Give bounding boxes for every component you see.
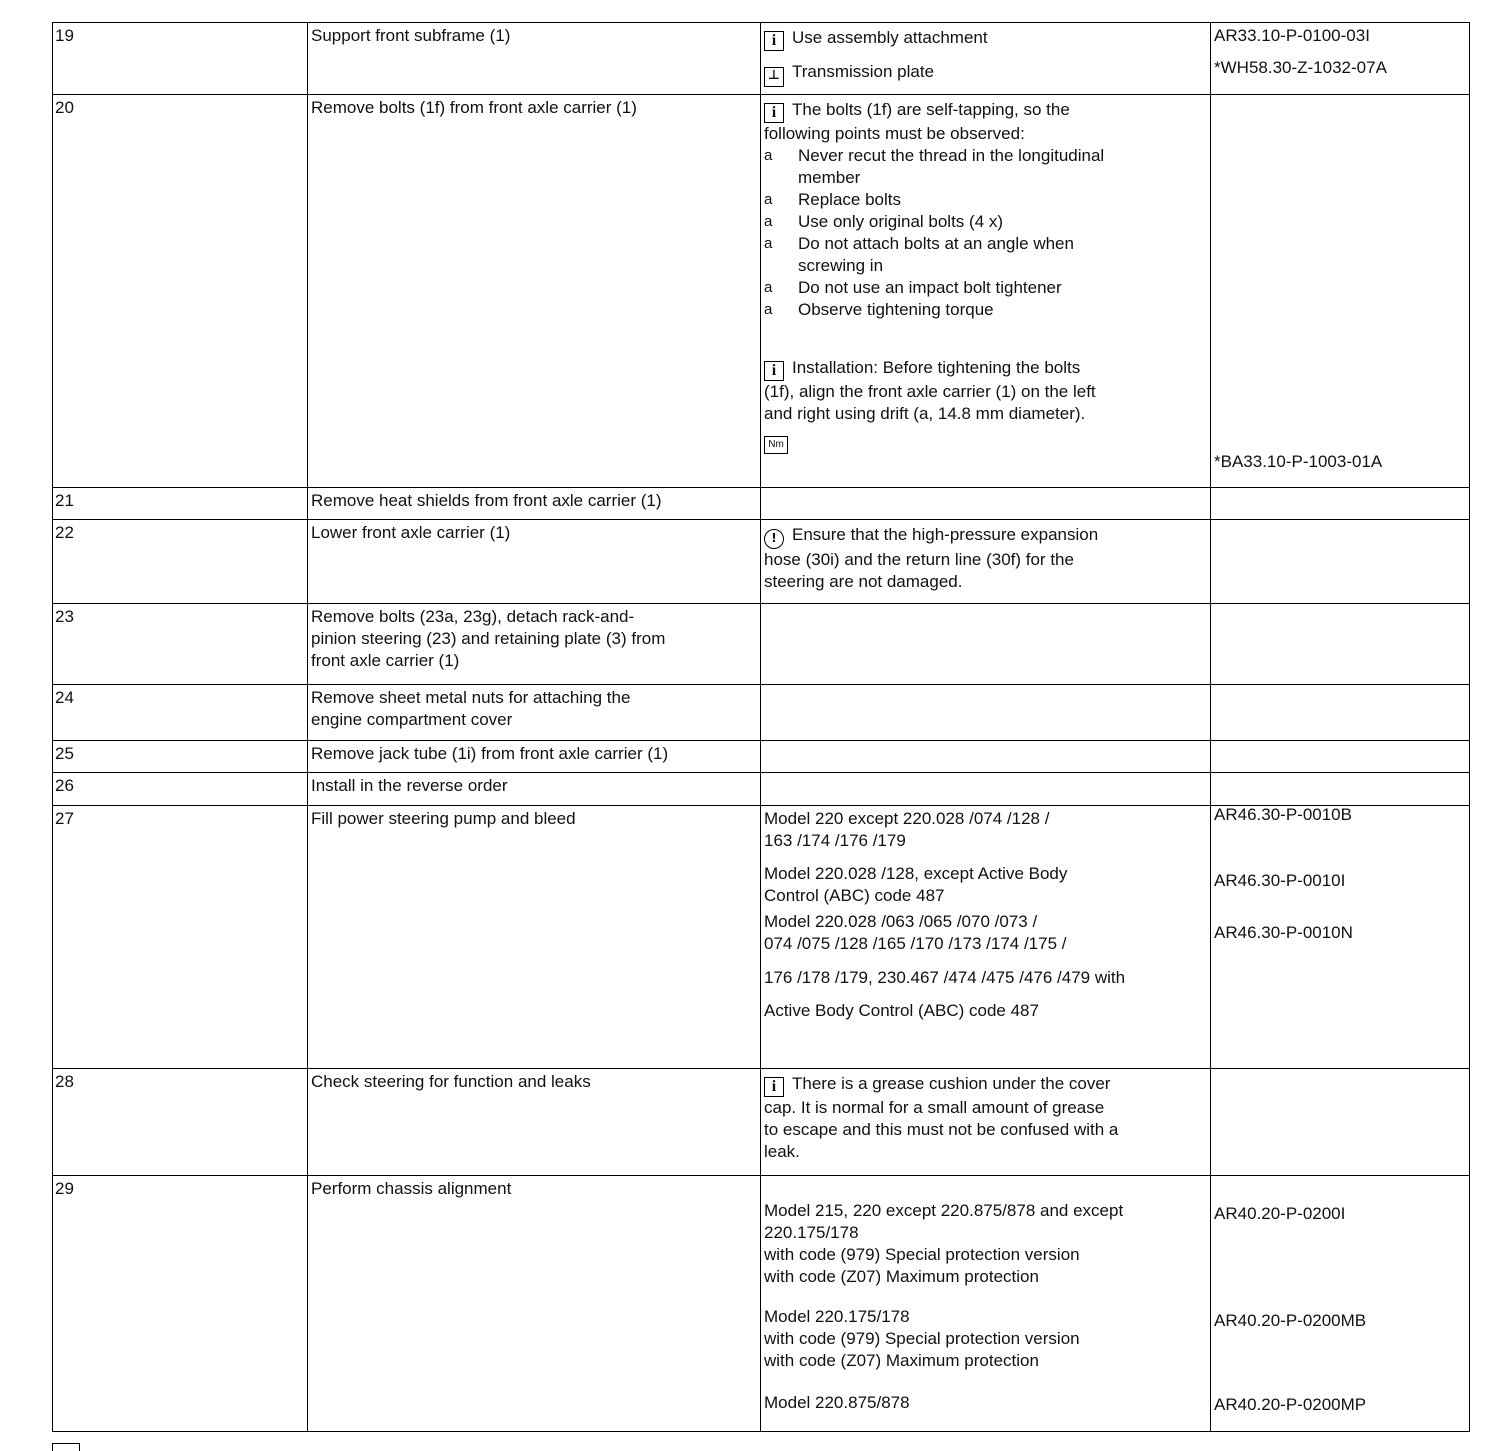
table-row [53,1176,1470,1432]
note-text: Ensure that the high-pressure expansion [792,525,1099,544]
bullet-text: Use only original bolts (4 x) [798,212,1004,231]
step-notes [761,1176,1211,1432]
step-notes [761,773,1211,806]
model-text: Control (ABC) code 487 [764,886,945,905]
table-row [53,1069,1470,1176]
doc-reference[interactable]: *WH58.30-Z-1032-07A [1214,58,1387,77]
model-text: Model 220.175/178 [764,1307,910,1326]
action-text: pinion steering (23) and retaining plate (3) from [311,629,666,648]
info-icon: i [764,1077,784,1097]
step-refs [1211,741,1470,773]
step-notes [761,23,1211,95]
step-notes [761,95,1211,488]
note-text: following points must be observed: [764,124,1025,143]
action-text: engine compartment cover [311,710,513,729]
step-refs [1211,806,1470,1069]
table-row [53,488,1470,520]
doc-reference[interactable]: *BA33.10-P-1003-01A [1214,452,1383,471]
step-action [308,604,761,685]
note-text: leak. [764,1142,800,1161]
table-row [53,685,1470,741]
step-action [308,685,761,741]
table-row [53,773,1470,806]
bullet-marker: a [764,235,773,252]
step-action: Remove jack tube (1i) from front axle carrier (1) [308,741,761,773]
step-notes [761,685,1211,741]
model-text: 176 /178 /179, 230.467 /474 /475 /476 /479 with [764,968,1126,987]
step-notes [761,520,1211,604]
procedure-table [52,22,1470,1432]
note-text: Use assembly attachment [792,28,988,47]
step-notes [761,604,1211,685]
step-refs [1211,773,1470,806]
step-number: 29 [53,1176,308,1432]
model-text: 163 /174 /176 /179 [764,831,906,850]
table-row [53,741,1470,773]
model-text: Active Body Control (ABC) code 487 [764,1001,1039,1020]
step-refs [1211,520,1470,604]
note-text: Installation: Before tightening the bolts [792,358,1081,377]
step-action: Remove heat shields from front axle carrier (1) [308,488,761,520]
step-number: 26 [53,773,308,806]
info-icon: i [764,361,784,381]
step-refs [1211,488,1470,520]
bullet-text: Observe tightening torque [798,300,994,319]
bullet-text: Never recut the thread in the longitudinal [798,146,1105,165]
table-row [53,95,1470,488]
note-text: and right using drift (a, 14.8 mm diameter). [764,404,1086,423]
note-text: to escape and this must not be confused with a [764,1120,1119,1139]
table-row [53,806,1470,1069]
step-refs [1211,604,1470,685]
bullet-marker: a [764,147,773,164]
torque-icon: Nm [764,436,788,454]
step-action: Check steering for function and leaks [308,1069,761,1176]
doc-reference[interactable]: AR33.10-P-0100-03I [1214,26,1370,45]
step-action: Install in the reverse order [308,773,761,806]
step-number: 19 [53,23,308,95]
model-text: Model 220 except 220.028 /074 /128 / [764,809,1050,828]
list-item [764,233,1207,277]
bullet-text: Do not attach bolts at an angle when [798,234,1074,253]
step-number: 22 [53,520,308,604]
step-number: 25 [53,741,308,773]
model-text: with code (Z07) Maximum protection [764,1267,1039,1286]
list-item [764,211,1207,233]
list-item [764,145,1207,189]
bullet-text: screwing in [798,256,884,275]
action-text: Remove sheet metal nuts for attaching the [311,688,631,707]
note-text: steering are not damaged. [764,572,963,591]
bullet-list [764,145,1207,321]
model-text: 220.175/178 [764,1223,859,1242]
step-refs [1211,685,1470,741]
doc-reference[interactable]: AR46.30-P-0010I [1214,871,1346,890]
doc-reference[interactable]: AR40.20-P-0200MP [1214,1395,1367,1414]
doc-reference[interactable]: AR40.20-P-0200MB [1214,1311,1367,1330]
model-text: Model 220.028 /063 /065 /070 /073 / [764,912,1038,931]
doc-reference[interactable]: AR46.30-P-0010N [1214,923,1353,942]
doc-reference[interactable]: AR46.30-P-0010B [1214,805,1352,824]
step-refs [1211,1176,1470,1432]
model-text: with code (979) Special protection version [764,1329,1080,1348]
table-row [53,23,1470,95]
step-refs [1211,23,1470,95]
list-item [764,189,1207,211]
doc-reference[interactable]: AR40.20-P-0200I [1214,1204,1346,1223]
action-text: Remove bolts (23a, 23g), detach rack-and- [311,607,635,626]
model-text: with code (979) Special protection version [764,1245,1080,1264]
bullet-marker: a [764,191,773,208]
step-number: 20 [53,95,308,488]
step-refs [1211,1069,1470,1176]
model-text: Model 220.028 /128, except Active Body [764,864,1068,883]
step-number: 27 [53,806,308,1069]
step-action: Perform chassis alignment [308,1176,761,1432]
caution-icon: ! [764,529,784,549]
transmission-icon: ⊥ [764,67,784,87]
note-text: (1f), align the front axle carrier (1) on the left [764,382,1096,401]
step-number: 21 [53,488,308,520]
table-row [53,520,1470,604]
step-number: 28 [53,1069,308,1176]
step-action: Fill power steering pump and bleed [308,806,761,1069]
step-notes [761,806,1211,1069]
table-row [53,604,1470,685]
step-number: 23 [53,604,308,685]
bullet-marker: a [764,279,773,296]
info-icon: i [764,103,784,123]
step-action: Support front subframe (1) [308,23,761,95]
bullet-text: Do not use an impact bolt tightener [798,278,1062,297]
step-refs [1211,95,1470,488]
note-text: cap. It is normal for a small amount of grease [764,1098,1105,1117]
action-text: front axle carrier (1) [311,651,460,670]
step-notes [761,741,1211,773]
model-text: with code (Z07) Maximum protection [764,1351,1039,1370]
list-item [764,277,1207,299]
bullet-text: member [798,168,861,187]
note-text: There is a grease cushion under the cover [792,1074,1111,1093]
note-text: Transmission plate [792,62,935,81]
step-number: 24 [53,685,308,741]
step-action: Lower front axle carrier (1) [308,520,761,604]
model-text: 074 /075 /128 /165 /170 /173 /174 /175 / [764,934,1067,953]
list-item [764,299,1207,321]
info-icon: i [764,31,784,51]
model-text: Model 220.875/878 [764,1393,910,1412]
note-text: hose (30i) and the return line (30f) for the [764,550,1074,569]
step-notes [761,1069,1211,1176]
note-text: The bolts (1f) are self-tapping, so the [792,100,1070,119]
step-notes [761,488,1211,520]
bullet-marker: a [764,301,773,318]
model-text: Model 215, 220 except 220.875/878 and except [764,1201,1124,1220]
bullet-text: Replace bolts [798,190,902,209]
bullet-marker: a [764,213,773,230]
step-action: Remove bolts (1f) from front axle carrier (1) [308,95,761,488]
